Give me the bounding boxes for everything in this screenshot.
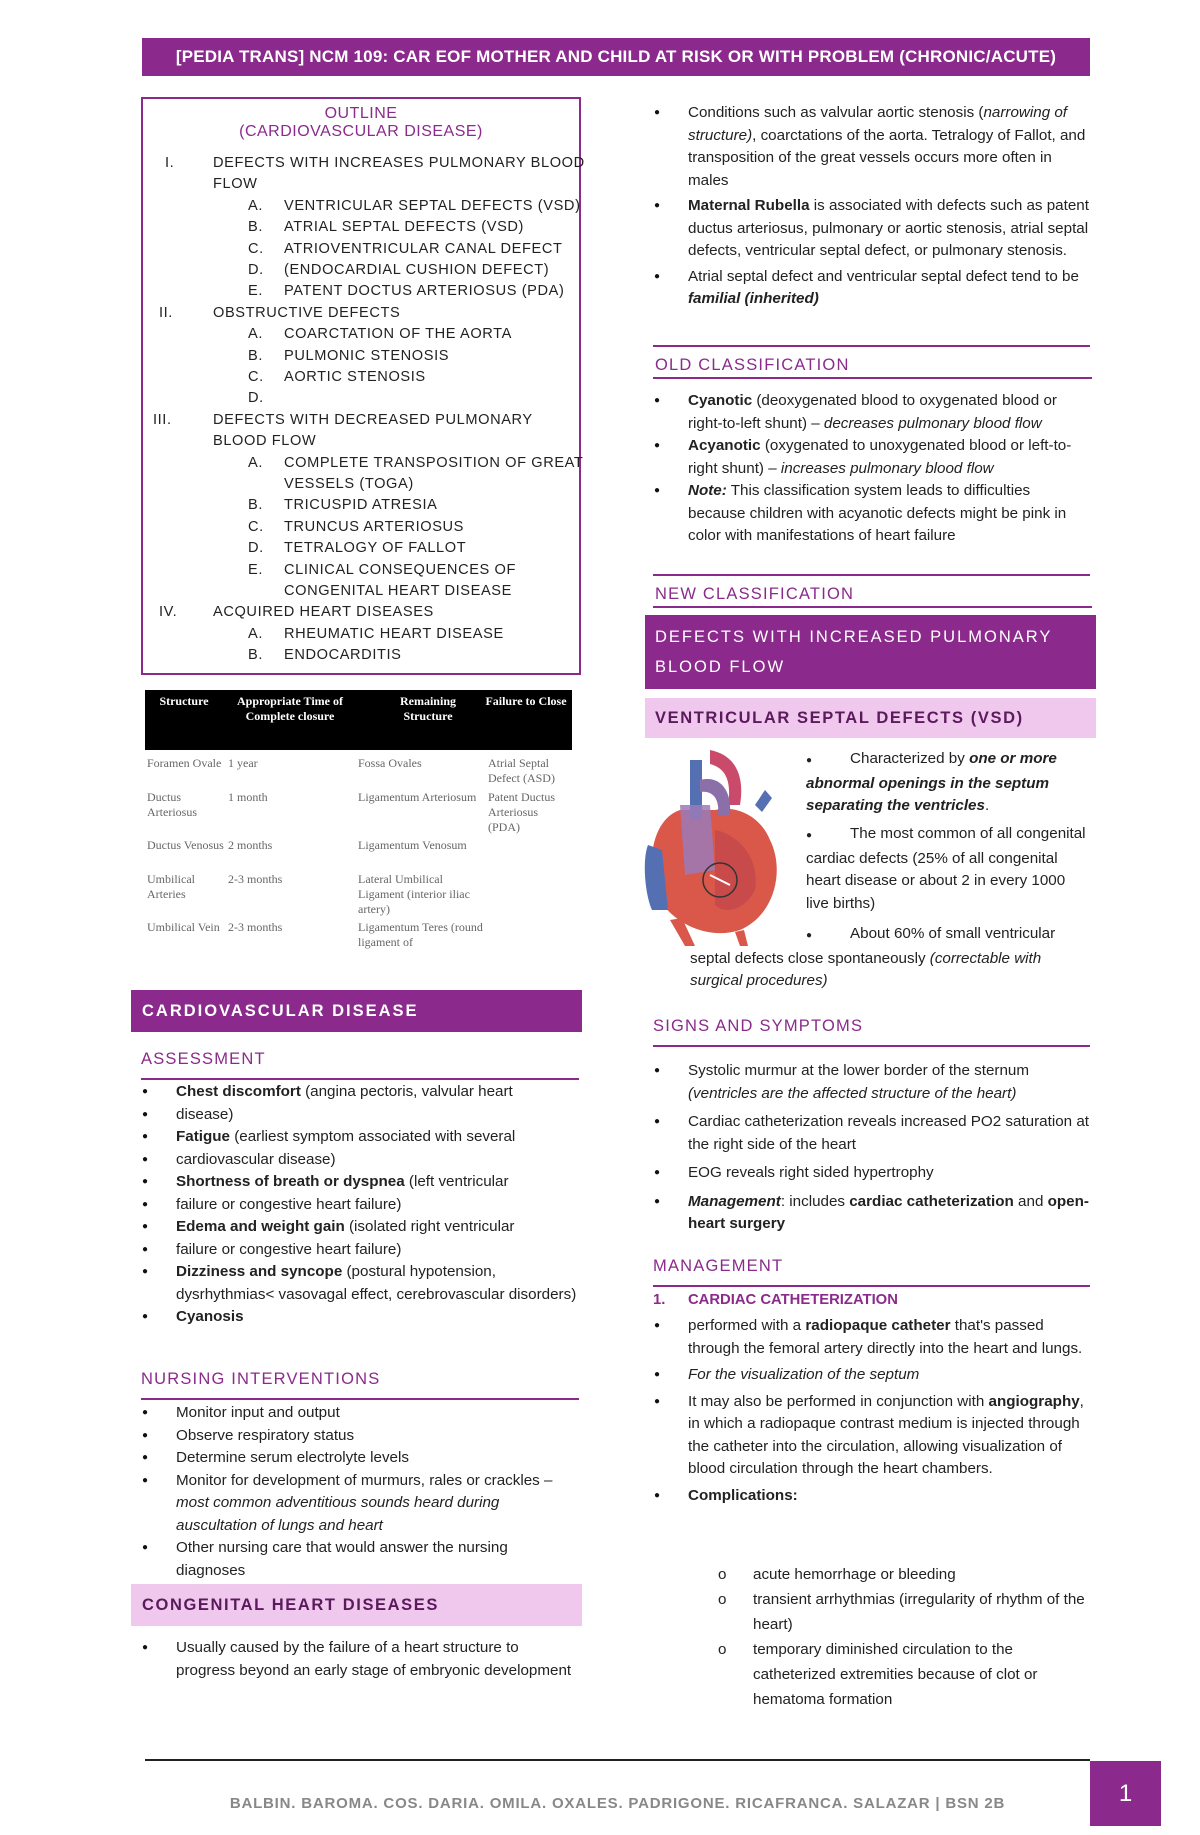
item-bold: angiography	[988, 1392, 1080, 1410]
outline-item-number: B.	[248, 497, 263, 514]
list-item	[653, 1162, 1090, 1185]
management-heading	[653, 1257, 1090, 1287]
list-item	[653, 102, 1090, 192]
item-text: failure or congestive heart failure)	[176, 1195, 402, 1213]
table-cell: 1 month	[228, 790, 268, 804]
outline-item-number: D.	[248, 390, 264, 407]
table-row	[145, 920, 572, 954]
table-cell: Umbilical Vein	[147, 920, 220, 934]
item-text: transient arrhythmias (irregularity of rhythm of the heart)	[753, 1591, 1085, 1633]
outline-item-number: D.	[248, 262, 264, 278]
table-cell: 1 year	[228, 756, 258, 770]
item-bold: Complications:	[688, 1486, 798, 1504]
outline-item-text: DEFECTS WITH DECREASED PULMONARY	[213, 411, 533, 428]
outline-item-number: B.	[248, 647, 263, 664]
fetal-closure-table	[145, 690, 572, 954]
outline-item-text: RHEUMATIC HEART DISEASE	[284, 625, 504, 642]
vsd-heading	[645, 698, 1096, 738]
list-item	[141, 1126, 581, 1149]
list-item	[653, 1485, 1090, 1508]
item-text: Usually caused by the failure of a heart structure to progress beyond an early stage of embryonic development	[176, 1639, 572, 1679]
outline-item-text: CLINICAL CONSEQUENCES OF	[284, 561, 516, 578]
item-text: Cardiac catheterization reveals increased PO2 saturation at the right side of the heart	[688, 1113, 1089, 1153]
heart-diagram-icon	[640, 750, 790, 946]
subsection-heading-text: SIGNS AND SYMPTOMS	[653, 1017, 864, 1035]
table-header-cell: Structure	[159, 694, 209, 708]
list-item	[653, 1364, 1090, 1387]
outline-item-text: (ENDOCARDIAL CUSHION DEFECT)	[284, 262, 550, 278]
assessment-heading	[141, 1050, 579, 1080]
section-heading-text: DEFECTS WITH INCREASED PULMONARY BLOOD FLOW	[655, 628, 1053, 676]
outline-item-text: TRICUSPID ATRESIA	[284, 497, 438, 514]
item-text: temporary diminished circulation to the catheterized extremities because of clot or hematoma formation	[753, 1641, 1038, 1708]
item-text: Monitor for development of murmurs, rales or crackles	[176, 1471, 545, 1489]
item-italic: For the visualization of the septum	[688, 1366, 920, 1383]
footer-authors: BALBIN. BAROMA. COS. DARIA. OMILA. OXALES. PADRIGONE. RICAFRANCA. SALAZAR | BSN 2B	[229, 1795, 1006, 1812]
subsection-heading-text: OLD CLASSIFICATION	[655, 356, 850, 374]
item-text: and	[1013, 1192, 1048, 1210]
outline-item-text: BLOOD FLOW	[213, 433, 317, 450]
item-text: EOG reveals right sided hypertrophy	[688, 1164, 934, 1181]
list-item	[653, 1111, 1090, 1156]
subsection-heading-text: NEW CLASSIFICATION	[655, 585, 855, 603]
table-cell: Ligamentum Venosum	[358, 838, 467, 852]
item-text: (angina pectoris, valvular heart	[300, 1083, 513, 1100]
divider	[653, 345, 1090, 347]
table-cell: 2-3 months	[228, 920, 283, 934]
list-item	[718, 1587, 1090, 1637]
outline-item-text: PATENT DOCTUS ARTERIOSUS (PDA)	[284, 283, 565, 300]
item-text: is associated with defects such as patent ductus arteriosus, pulmonary or aortic stenosis, atrial septal defects, ventricular septal defect, or pulmonary stenosis.	[688, 197, 1089, 259]
outline-item-number: I.	[165, 155, 175, 171]
table-cell: Fossa Ovales	[358, 756, 422, 770]
old-classification-list	[653, 390, 1090, 548]
item-text: (postural hypotension, dysrhythmias< vasovagal effect, cerebrovascular disorders)	[176, 1263, 577, 1303]
item-text: This classification system leads to difficulties because children with acyanotic defects might be pink in color with manifestations of heart failure	[688, 482, 1067, 544]
risk-factors-list	[653, 102, 1090, 314]
item-bold: Maternal Rubella	[688, 197, 810, 214]
item-text: performed with a	[688, 1317, 806, 1334]
item-bold: Management	[688, 1192, 781, 1210]
table-header	[145, 690, 572, 750]
subsection-heading-text: NURSING INTERVENTIONS	[141, 1370, 381, 1388]
outline-item-text: ATRIAL SEPTAL DEFECTS (VSD)	[284, 219, 525, 236]
item-text: (oxygenated to unoxygenated blood or left-to-right shunt) –	[688, 437, 1072, 477]
item-text: Determine serum electrolyte levels	[176, 1449, 409, 1466]
outline-item-text: ATRIOVENTRICULAR CANAL DEFECT	[284, 240, 563, 257]
assessment-list	[141, 1081, 581, 1329]
item-text: Monitor input and output	[176, 1404, 340, 1421]
outline-item-text: PULMONIC STENOSIS	[284, 347, 450, 364]
item-bold: Note:	[688, 482, 727, 499]
list-item	[141, 1194, 581, 1217]
item-text: , coarctations of the aorta. Tetralogy of Fallot, and transposition of the great vessels occurs more often in males	[688, 126, 1086, 189]
item-italic: narrowing of structure)	[688, 104, 1068, 144]
item-italic: increases pulmonary blood flow	[780, 459, 994, 477]
outline-item-number: D.	[248, 540, 264, 557]
outline-subtitle: (CARDIOVASCULAR DISEASE)	[239, 123, 483, 140]
list-item	[718, 1637, 1090, 1712]
table-header-cell: Remaining Structure	[399, 694, 456, 723]
outline-item-text: FLOW	[213, 176, 258, 193]
item-text: failure or congestive heart failure)	[176, 1240, 402, 1258]
item-text: (left ventricular	[404, 1173, 509, 1190]
vsd-bullet: ● The most common of all congenital cardiac defects (25% of all congenital heart disease or about 2 in every 1000 live births)	[806, 825, 1086, 912]
outline-item-text: TETRALOGY OF FALLOT	[284, 540, 467, 557]
outline-item-number: A.	[248, 454, 263, 471]
outline-item-text: VENTRICULAR SEPTAL DEFECTS (VSD)	[284, 197, 581, 214]
table-cell: Ductus Arteriosus	[147, 790, 197, 819]
item-text: Observe respiratory status	[176, 1426, 355, 1444]
section-heading-text: VENTRICULAR SEPTAL DEFECTS (VSD)	[655, 709, 1024, 727]
item-bold: familial (inherited)	[688, 290, 819, 307]
cardiovascular-disease-heading	[131, 990, 582, 1032]
signs-and-symptoms-heading	[653, 1017, 1090, 1047]
increased-blood-flow-heading	[645, 615, 1096, 689]
item-text: acute hemorrhage or bleeding	[753, 1566, 956, 1583]
list-item	[653, 435, 1090, 480]
item-bold: Acyanotic	[688, 437, 761, 454]
list-item	[141, 1537, 581, 1582]
item-text: disease)	[176, 1105, 234, 1123]
item-bold: Chest discomfort	[176, 1083, 301, 1100]
table-row	[145, 756, 572, 790]
vsd-emphasis: one or more abnormal openings in the septum separating the ventricles	[806, 750, 1057, 814]
table-header-cell: Failure to Close	[485, 694, 567, 708]
outline-title: OUTLINE	[324, 105, 398, 122]
outline-item-number: E.	[248, 283, 263, 300]
footer-divider	[145, 1759, 1090, 1761]
divider	[653, 574, 1090, 576]
item-text: Other nursing care that would answer the nursing diagnoses	[176, 1539, 508, 1579]
item-text: , in which a radiopaque contrast medium is injected through the catheter into the circulation, allowing visualization of blood circulation through the heart chambers.	[688, 1392, 1084, 1477]
item-italic: (ventricles are the affected structure of the heart)	[688, 1084, 1017, 1102]
table-cell: Foramen Ovale	[147, 756, 222, 770]
vsd-text: .	[984, 797, 990, 814]
table-cell: Ligamentum Teres (round ligament of	[358, 920, 483, 949]
page-header-banner	[142, 38, 1090, 76]
item-bold: Edema and weight gain	[176, 1218, 345, 1235]
nursing-interventions-list	[141, 1402, 581, 1582]
outline-item-text: CONGENITAL HEART DISEASE	[284, 583, 512, 599]
outline-item-number: C.	[248, 369, 264, 385]
subsection-heading-text: MANAGEMENT	[653, 1257, 784, 1275]
list-item	[141, 1447, 581, 1470]
page-number: 1	[1118, 1779, 1133, 1807]
section-heading-text: CARDIOVASCULAR DISEASE	[142, 1002, 419, 1020]
table-cell: Lateral Umbilical Ligament (interior iliac artery)	[358, 872, 470, 916]
old-classification-heading	[653, 345, 1092, 379]
outline-item-number: A.	[248, 625, 263, 642]
cardiac-catheterization-list	[653, 1315, 1090, 1507]
list-item	[653, 480, 1090, 548]
item-bold: Cyanosis	[176, 1308, 244, 1325]
vsd-text: The most common of all congenital cardiac defects (25% of all congenital heart disease or about 2 in every 1000 live births)	[806, 825, 1086, 912]
signs-and-symptoms-list	[653, 1060, 1090, 1236]
outline-item-number: C.	[248, 240, 264, 257]
table-cell: Ductus Venosus	[147, 838, 224, 852]
item-bold: Dizziness and syncope	[176, 1263, 343, 1280]
item-text: Systolic murmur at the lower border of the sternum	[688, 1062, 1030, 1079]
outline-item-number: B.	[248, 219, 263, 236]
list-item	[653, 1060, 1090, 1105]
new-classification-heading	[653, 574, 1092, 608]
table-row	[145, 790, 572, 838]
item-text: : includes	[780, 1192, 850, 1210]
list-item	[141, 1261, 581, 1306]
list-item	[653, 1191, 1090, 1236]
table-header-cell: Appropriate Time of Complete closure	[236, 694, 343, 723]
vsd-text: About 60% of small ventricular septal defects close spontaneously	[690, 925, 1056, 967]
outline-item-number: A.	[248, 197, 263, 214]
page-number-box	[1090, 1761, 1161, 1826]
page-header-title: [PEDIA TRANS] NCM 109: CAR EOF MOTHER AND CHILD AT RISK OR WITH PROBLEM (CHRONIC/ACUTE)	[175, 47, 1057, 66]
nursing-interventions-heading	[141, 1370, 579, 1400]
outline-item-number: B.	[248, 347, 263, 364]
outline-item-text: OBSTRUCTIVE DEFECTS	[213, 304, 401, 321]
list-item	[653, 195, 1090, 263]
table-body	[145, 750, 572, 954]
subsection-heading-text: ASSESSMENT	[141, 1050, 266, 1068]
outline-item-number: IV.	[159, 604, 178, 621]
list-item	[141, 1470, 581, 1538]
list-item	[141, 1149, 581, 1172]
list-item	[141, 1239, 581, 1262]
list-item	[718, 1562, 1090, 1587]
outline-box	[141, 97, 585, 675]
table-cell: 2 months	[228, 838, 273, 852]
outline-item-number: C.	[248, 518, 264, 535]
item-text: It may also be performed in conjunction with	[688, 1392, 989, 1410]
cardiac-catheterization-heading	[653, 1292, 1090, 1308]
item-italic: decreases pulmonary blood flow	[823, 414, 1042, 432]
list-item	[141, 1425, 581, 1448]
item-italic: – most common adventitious sounds heard during auscultation of lungs and heart	[176, 1471, 553, 1534]
outline-item-number: III.	[153, 411, 172, 428]
list-number: 1.	[653, 1292, 666, 1308]
table-cell: Ligamentum Arteriosum	[358, 790, 477, 804]
vsd-bullet: ● About 60% of small ventricular septal defects close spontaneously (correctable with surgical procedures)	[690, 925, 1056, 989]
outline-item-text: VESSELS (TOGA)	[284, 476, 414, 492]
vsd-italic: (correctable with surgical procedures)	[690, 949, 1042, 989]
congenital-heart-diseases-list	[141, 1637, 581, 1682]
vsd-bullet: ● Characterized by one or more abnormal openings in the septum separating the ventricles.	[806, 750, 1057, 814]
outline-item-text: COARCTATION OF THE AORTA	[284, 326, 512, 343]
outline-item-number: E.	[248, 561, 263, 578]
outline-item-text: AORTIC STENOSIS	[284, 369, 426, 385]
table-cell: 2-3 months	[228, 872, 283, 886]
outline-item-text: DEFECTS WITH INCREASES PULMONARY BLOOD	[213, 155, 585, 171]
list-item	[141, 1637, 581, 1682]
item-text: that's passed through the femoral artery directly into the heart and lungs.	[688, 1317, 1083, 1357]
item-bold: Shortness of breath or dyspnea	[176, 1173, 405, 1190]
list-item	[653, 1315, 1090, 1360]
congenital-heart-diseases-heading	[131, 1584, 582, 1626]
item-text: cardiovascular disease)	[176, 1150, 336, 1168]
outline-item-text: ACQUIRED HEART DISEASES	[213, 604, 434, 621]
vsd-text: Characterized by	[850, 750, 970, 767]
table-cell: Umbilical Arteries	[147, 872, 195, 901]
list-item	[141, 1216, 581, 1239]
list-item	[141, 1402, 581, 1425]
item-bold: Fatigue	[176, 1128, 231, 1145]
list-item	[141, 1104, 581, 1127]
list-item	[141, 1081, 581, 1104]
list-item	[653, 390, 1090, 435]
item-text: (deoxygenated blood to oxygenated blood or right-to-left shunt) –	[688, 392, 1057, 432]
cath-heading-text: CARDIAC CATHETERIZATION	[688, 1292, 898, 1308]
table-cell: Patent Ductus Arteriosus (PDA)	[488, 790, 555, 834]
outline-item-text: COMPLETE TRANSPOSITION OF GREAT	[284, 454, 584, 471]
item-bold: open-heart surgery	[688, 1192, 1089, 1232]
item-text: (isolated right ventricular	[344, 1218, 515, 1235]
list-item	[141, 1306, 581, 1329]
table-row	[145, 838, 572, 872]
item-text: (earliest symptom associated with several	[230, 1128, 516, 1145]
list-item	[141, 1171, 581, 1194]
complications-list	[718, 1562, 1090, 1712]
list-item	[653, 266, 1090, 311]
item-text: Conditions such as valvular aortic stenosis (	[688, 104, 984, 121]
item-bold: cardiac catheterization	[849, 1192, 1014, 1210]
list-item	[653, 1391, 1090, 1481]
outline-item-number: A.	[248, 326, 263, 343]
section-heading-text: CONGENITAL HEART DISEASES	[142, 1596, 439, 1614]
item-bold: Cyanotic	[688, 392, 753, 409]
table-row	[145, 872, 572, 920]
outline-item-text: TRUNCUS ARTERIOSUS	[284, 518, 465, 535]
item-text: Atrial septal defect and ventricular septal defect tend to be	[688, 267, 1079, 285]
outline-item-text: ENDOCARDITIS	[284, 647, 402, 664]
outline-item-number: II.	[159, 304, 173, 321]
table-cell: Atrial Septal Defect (ASD)	[488, 756, 555, 785]
item-bold: radiopaque catheter	[805, 1317, 951, 1334]
